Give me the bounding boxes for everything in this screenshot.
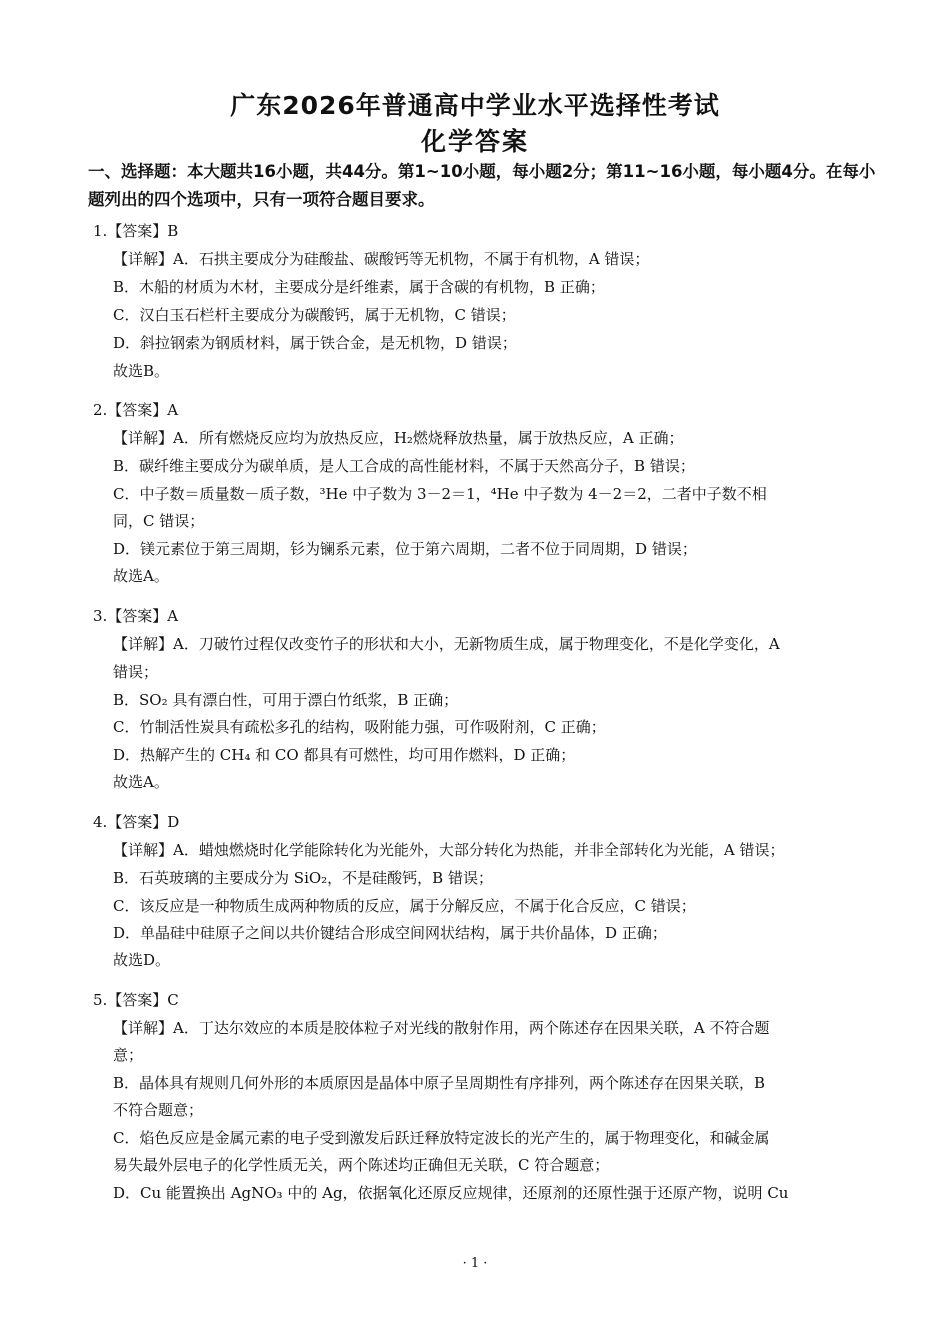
explanation-line: 【详解】A．石拱主要成分为硅酸盐、碳酸钙等无机物，不属于有机物，A 错误； [113, 250, 650, 268]
explanation-line: C．焰色反应是金属元素的电子受到激发后跃迁释放特定波长的光产生的，属于物理变化，和碱金属 [113, 1129, 770, 1147]
explanation-line: 意； [113, 1046, 144, 1064]
explanation-line: 【详解】A．所有燃烧反应均为放热反应，H₂燃烧释放热量，属于放热反应，A 正确； [113, 429, 684, 447]
explanation-line: 易失最外层电子的化学性质无关，两个陈述均正确但无关联，C 符合题意； [113, 1156, 610, 1174]
page-title: 广东2026年普通高中学业水平选择性考试 [230, 91, 720, 120]
explanation-line: B．晶体具有规则几何外形的本质原因是晶体中原子呈周期性有序排列，两个陈述存在因果关联，B [113, 1074, 766, 1092]
explanation-line: 故选A。 [113, 567, 169, 585]
explanation-line: 【详解】A．蜡烛燃烧时化学能除转化为光能外，大部分转化为热能，并非全部转化为光能，A 错误； [113, 841, 785, 859]
explanation-line: 错误； [113, 663, 159, 681]
explanation-line: 同，C 错误； [113, 512, 205, 530]
explanation-line: 故选A。 [113, 773, 169, 791]
explanation-line: 不符合题意； [113, 1101, 204, 1119]
answer-line: 3.【答案】A [93, 607, 179, 625]
explanation-line: C．该反应是一种物质生成两种物质的反应，属于分解反应，不属于化合反应，C 错误； [113, 897, 696, 915]
explanation-line: 故选B。 [113, 362, 170, 380]
explanation-line: D．Cu 能置换出 AgNO₃ 中的 Ag，依据氧化还原反应规律，还原剂的还原性强于还原产物，说明 Cu [113, 1184, 789, 1202]
explanation-line: C．竹制活性炭具有疏松多孔的结构，吸附能力强，可作吸附剂，C 正确； [113, 718, 606, 736]
explanation-line: B．木船的材质为木材，主要成分是纤维素，属于含碳的有机物，B 正确； [113, 278, 605, 296]
explanation-line: C．汉白玉石栏杆主要成分为碳酸钙，属于无机物，C 错误； [113, 306, 516, 324]
explanation-line: 【详解】A．丁达尔效应的本质是胶体粒子对光线的散射作用，两个陈述存在因果关联，A 不符合题 [113, 1019, 770, 1037]
explanation-line: B．碳纤维主要成分为碳单质，是人工合成的高性能材料，不属于天然高分子，B 错误； [113, 457, 695, 475]
explanation-line: C．中子数＝质量数－质子数，³He 中子数为 3－2＝1，⁴He 中子数为 4－2＝2，二者中子数不相 [113, 485, 767, 503]
answer-line: 1.【答案】B [93, 222, 179, 240]
explanation-line: D．镁元素位于第三周期，钐为镧系元素，位于第六周期，二者不位于同周期，D 错误； [113, 540, 697, 558]
answer-line: 4.【答案】D [93, 813, 180, 831]
answer-line: 5.【答案】C [93, 991, 179, 1009]
explanation-line: B．SO₂ 具有漂白性，可用于漂白竹纸浆，B 正确； [113, 691, 459, 709]
explanation-line: 【详解】A．刀破竹过程仅改变竹子的形状和大小，无新物质生成，属于物理变化，不是化学变化，A [113, 635, 780, 653]
page-number: · 1 · [462, 1256, 488, 1271]
explanation-line: B．石英玻璃的主要成分为 SiO₂，不是硅酸钙，B 错误； [113, 869, 493, 887]
explanation-line: D．斜拉钢索为钢质材料，属于铁合金，是无机物，D 错误； [113, 334, 517, 352]
explanation-line: D．热解产生的 CH₄ 和 CO 都具有可燃性，均可用作燃料，D 正确； [113, 746, 576, 764]
explanation-line: D．单晶硅中硅原子之间以共价键结合形成空间网状结构，属于共价晶体，D 正确； [113, 924, 667, 942]
answer-line: 2.【答案】A [93, 401, 179, 419]
section-heading: 一、选择题：本大题共16小题，共44分。第1~10小题，每小题2分；第11~16小题，每小题4分。在每小题列出的四个选项中，只有一项符合题目要求。 [88, 162, 876, 209]
explanation-line: 故选D。 [113, 951, 171, 969]
page-subtitle: 化学答案 [420, 127, 529, 156]
